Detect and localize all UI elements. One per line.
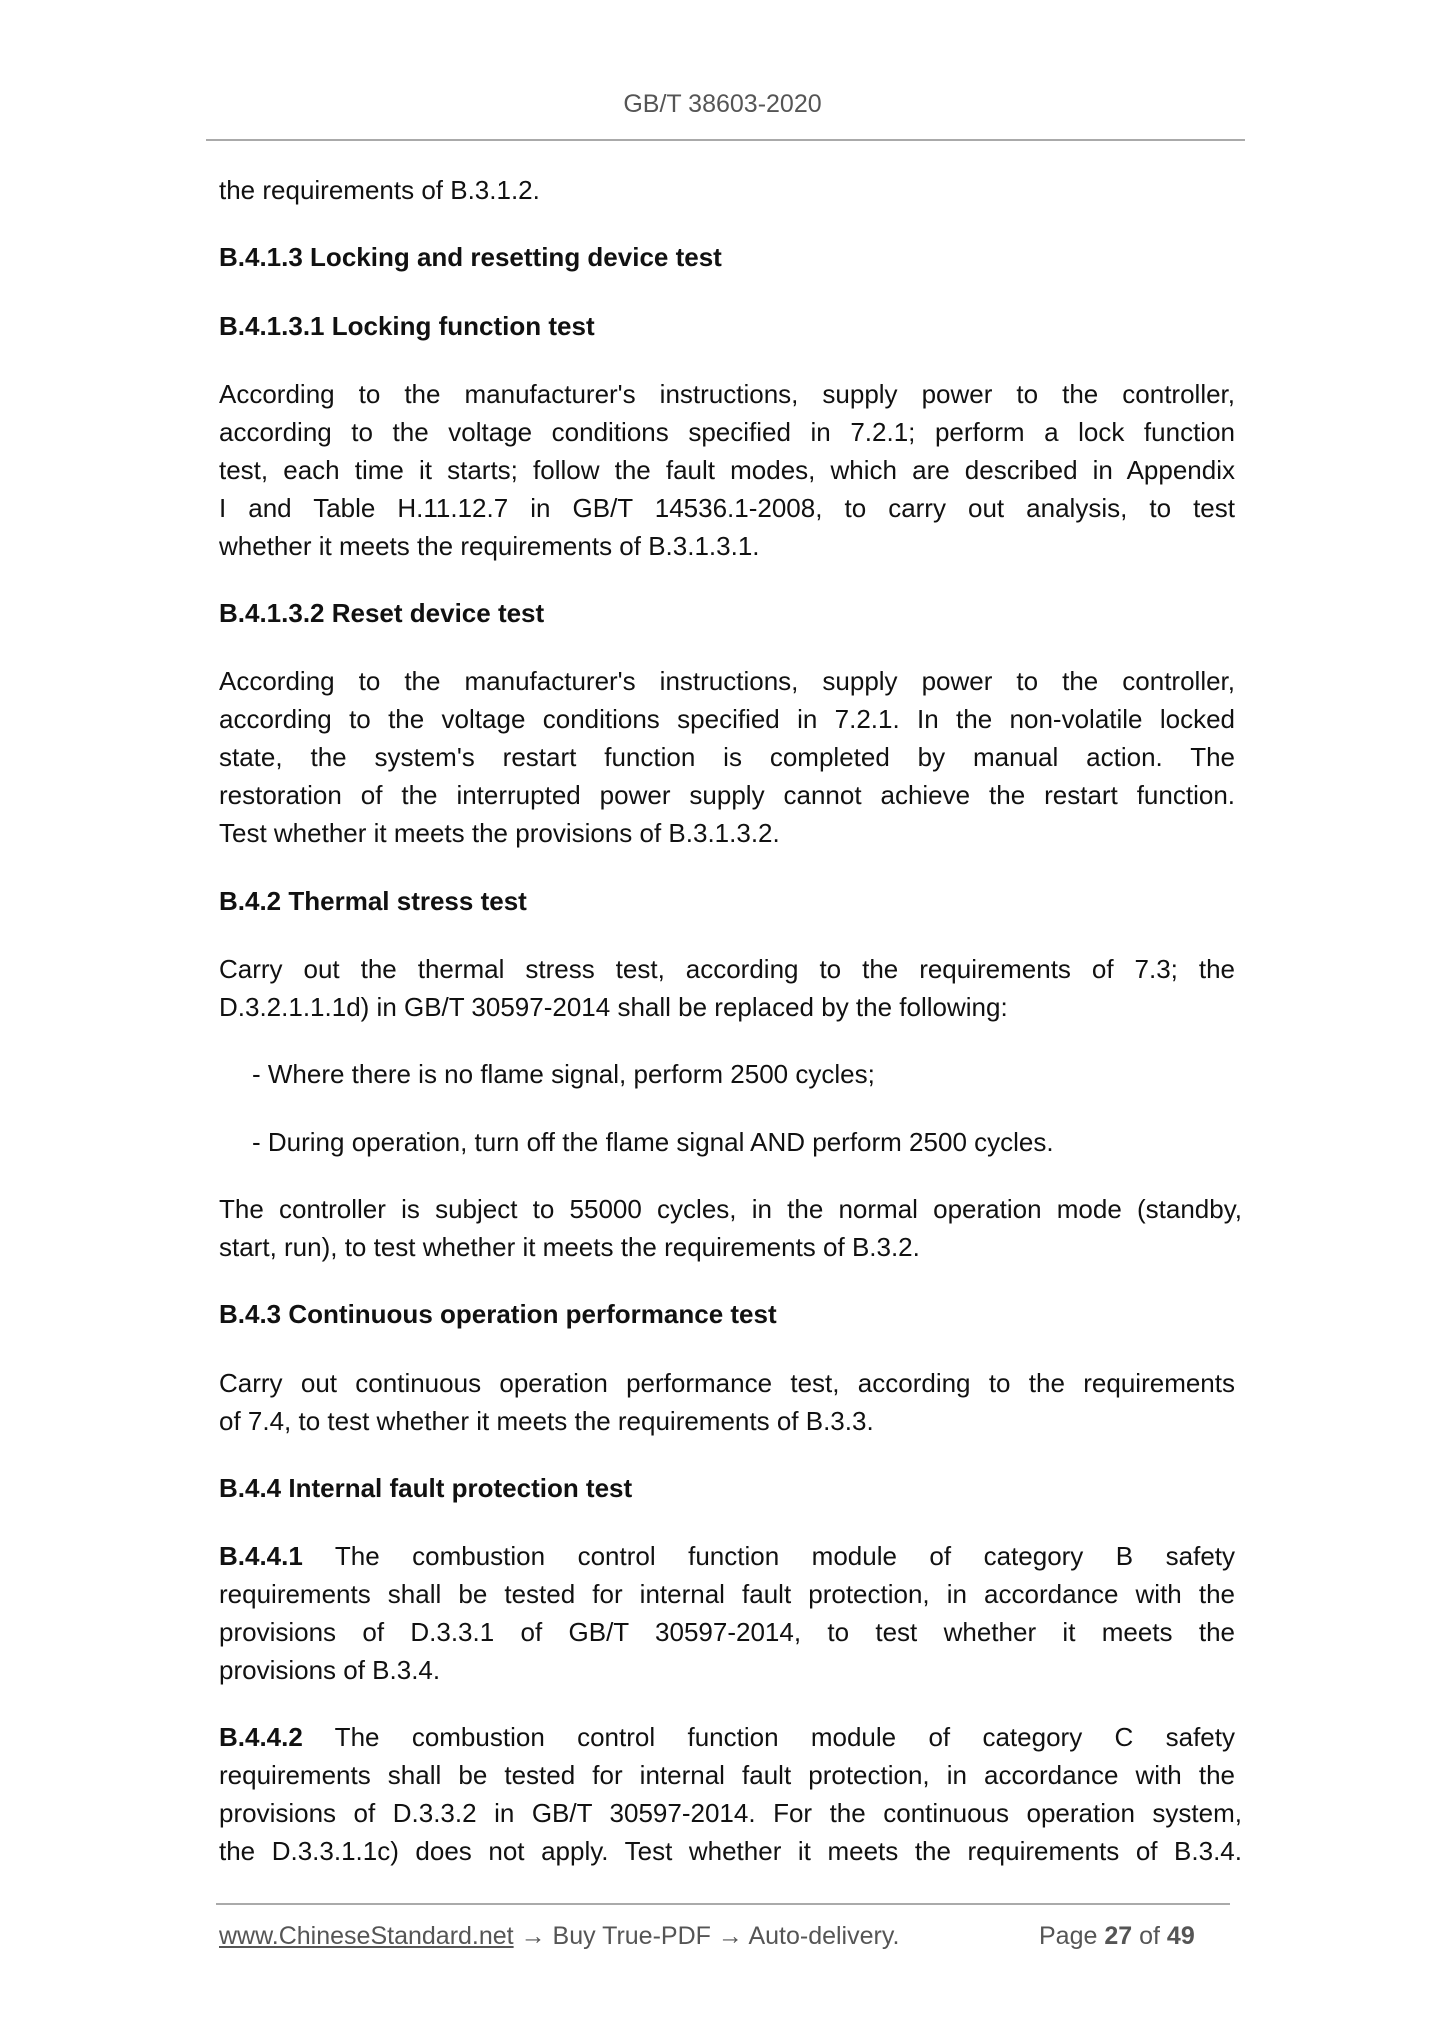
buy-text: Buy True-PDF [552,1922,711,1950]
arrow-right-icon: → [717,1922,743,1950]
text-line: state, the system's restart function is completed by manual action. The [219,742,1235,772]
text-line: The controller is subject to 55000 cycles, in the normal operation mode (standby, [219,1194,1242,1224]
text-line [219,1718,1235,1756]
list-item: - During operation, turn off the flame signal AND perform 2500 cycles. [252,1127,1054,1157]
paragraph-continuous-operation [219,1364,1235,1440]
text-line: provisions of D.3.3.1 of GB/T 30597-2014, to test whether it meets the [219,1617,1235,1647]
website-link[interactable]: www.ChineseStandard.net [219,1922,514,1950]
heading-b4-1-3-2: B.4.1.3.2 Reset device test [219,598,545,628]
heading-b4-3: B.4.3 Continuous operation performance test [219,1299,777,1329]
text-line: according to the voltage conditions specified in 7.2.1; perform a lock function [219,417,1235,447]
text-fragment: The combustion control function module of category C safety [302,1722,1235,1752]
text-line: According to the manufacturer's instructions, supply power to the controller, [219,666,1235,696]
text-line: test, each time it starts; follow the fault modes, which are described in Appendix [219,455,1235,485]
of-label: of [1139,1922,1160,1950]
paragraph-b4-4-2 [219,1718,1242,1870]
page-total: 49 [1166,1922,1195,1950]
page-indicator [1039,1922,1195,1951]
heading-b4-1-3: B.4.1.3 Locking and resetting device test [219,242,722,272]
text-line: I and Table H.11.12.7 in GB/T 14536.1-2008, to carry out analysis, to test [219,493,1235,523]
paragraph-b4-4-1 [219,1537,1235,1689]
delivery-text: Auto-delivery. [748,1922,900,1950]
paragraph-reset-test [219,662,1235,852]
text-line: the D.3.3.1.1c) does not apply. Test whether it meets the requirements of B.3.4. [219,1836,1242,1866]
paragraph-thermal-stress [219,950,1235,1026]
text-line: according to the voltage conditions specified in 7.2.1. In the non-volatile locked [219,704,1235,734]
text-line: Carry out the thermal stress test, according to the requirements of 7.3; the [219,954,1235,984]
document-header: GB/T 38603-2020 [623,90,822,118]
heading-b4-1-3-1: B.4.1.3.1 Locking function test [219,311,595,341]
page-label: Page [1039,1922,1098,1950]
page-number: 27 [1104,1922,1133,1950]
heading-b4-2: B.4.2 Thermal stress test [219,886,527,916]
footer-divider [216,1903,1230,1905]
text-line: whether it meets the requirements of B.3.1.3.1. [219,531,760,561]
text-line: D.3.2.1.1.1d) in GB/T 30597-2014 shall be replaced by the following: [219,992,1008,1022]
text-line: Test whether it meets the provisions of B.3.1.3.2. [219,818,780,848]
text-line: restoration of the interrupted power supply cannot achieve the restart function. [219,780,1235,810]
arrow-right-icon: → [520,1922,546,1950]
paragraph-cycles [219,1190,1242,1266]
text-line: provisions of D.3.3.2 in GB/T 30597-2014. For the continuous operation system, [219,1798,1242,1828]
text-line: provisions of B.3.4. [219,1655,441,1685]
paragraph-continued: the requirements of B.3.1.2. [219,175,540,205]
text-line: requirements shall be tested for internal fault protection, in accordance with the [219,1760,1235,1790]
text-line [219,1537,1235,1575]
paragraph-locking-test [219,375,1235,565]
list-item: - Where there is no flame signal, perform 2500 cycles; [252,1059,875,1089]
clause-number: B.4.4.2 [219,1722,303,1752]
text-line: According to the manufacturer's instructions, supply power to the controller, [219,379,1235,409]
clause-number: B.4.4.1 [219,1541,303,1571]
text-line: start, run), to test whether it meets the requirements of B.3.2. [219,1232,920,1262]
text-line: Carry out continuous operation performance test, according to the requirements [219,1368,1235,1398]
text-line: of 7.4, to test whether it meets the requirements of B.3.3. [219,1406,874,1436]
header-divider [206,139,1245,141]
footer-promo [219,1922,899,1951]
heading-b4-4: B.4.4 Internal fault protection test [219,1473,633,1503]
text-fragment: The combustion control function module of category B safety [302,1541,1235,1571]
text-line: requirements shall be tested for internal fault protection, in accordance with the [219,1579,1235,1609]
